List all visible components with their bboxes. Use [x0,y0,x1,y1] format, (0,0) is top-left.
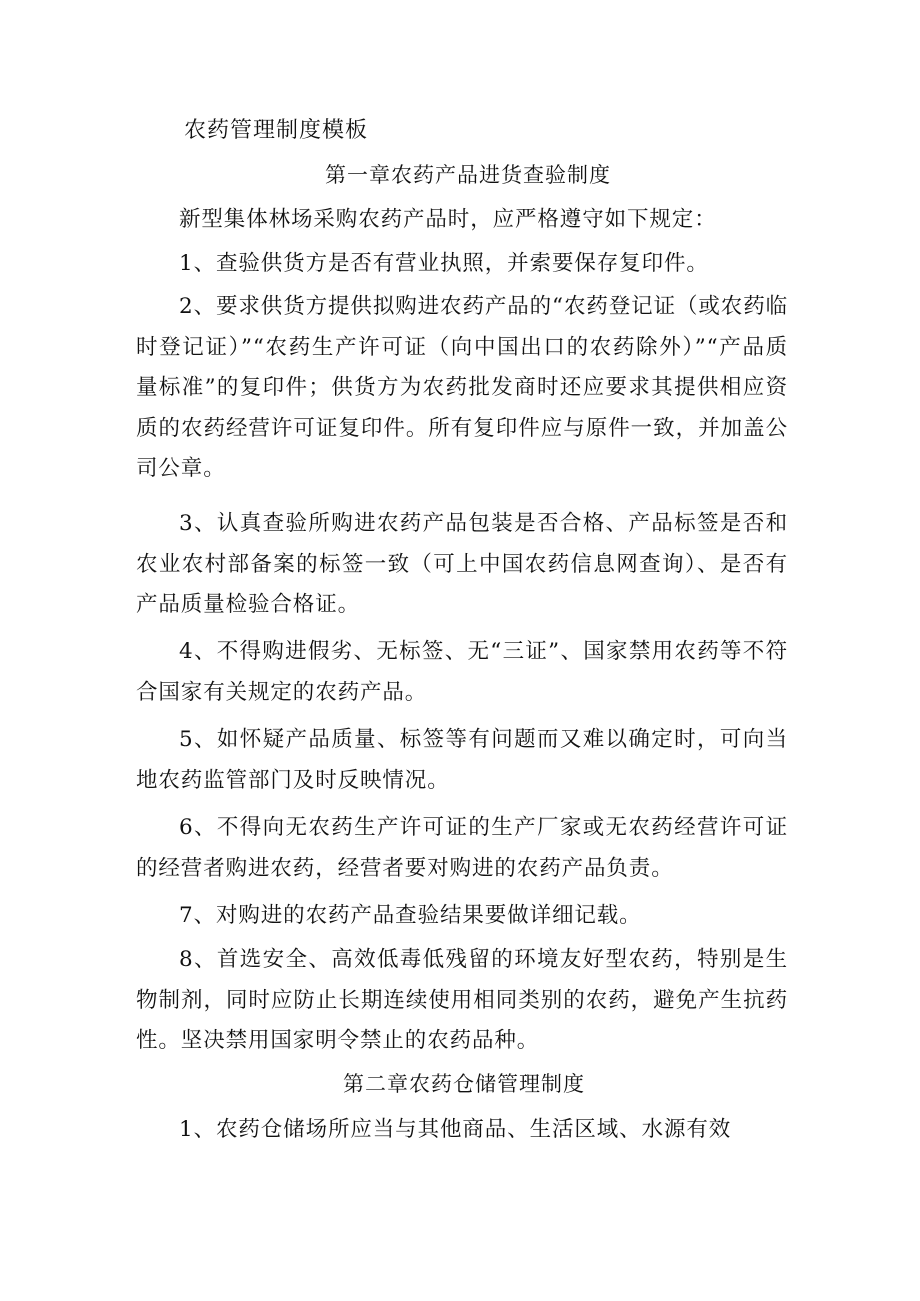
chapter-1-item-8: 8、首选安全、高效低毒低残留的环境友好型农药，特别是生物制剂，同时应防止长期连续使用相同类别的农药，避免产生抗药性。坚决禁用国家明令禁止的农药品种。 [136,947,788,1053]
chapter-1-item-6: 6、不得向无农药生产许可证的生产厂家或无农药经营许可证的经营者购进农药，经营者要对购进的农药产品负责。 [136,815,788,881]
document-title: 农药管理制度模板 [184,118,369,143]
chapter-1-item-4: 4、不得购进假劣、无标签、无“三证”、国家禁用农药等不符合国家有关规定的农药产品。 [136,639,788,705]
chapter-2-item-1: 1、农药仓储场所应当与其他商品、生活区域、水源有效 [179,1117,732,1142]
chapter-1-intro: 新型集体林场采购农药产品时，应严格遵守如下规定： [179,207,717,232]
chapter-1-heading: 第一章农药产品进货查验制度 [325,163,611,187]
chapter-2-heading: 第二章农药仓储管理制度 [343,1072,585,1096]
chapter-1-item-5: 5、如怀疑产品质量、标签等有问题而又难以确定时，可向当地农药监管部门及时反映情况。 [136,727,788,793]
chapter-1-item-2: 2、要求供货方提供拟购进农药产品的“农药登记证（或农药临时登记证）”“农药生产许可证（向中国出口的农药除外）”“产品质量标准”的复印件；供货方为农药批发商时还应要求其提供相应资质的农药经营许可证复印件。所有复印件应与原件一致，并加盖公司公章。 [136,294,788,481]
chapter-1-item-3: 3、认真查验所购进农药产品包装是否合格、产品标签是否和农业农村部备案的标签一致（可上中国农药信息网查询）、是否有产品质量检验合格证。 [136,511,788,617]
chapter-1-item-7: 7、对购进的农药产品查验结果要做详细记载。 [179,903,642,928]
chapter-1-item-1: 1、查验供货方是否有营业执照，并索要保存复印件。 [179,251,709,276]
